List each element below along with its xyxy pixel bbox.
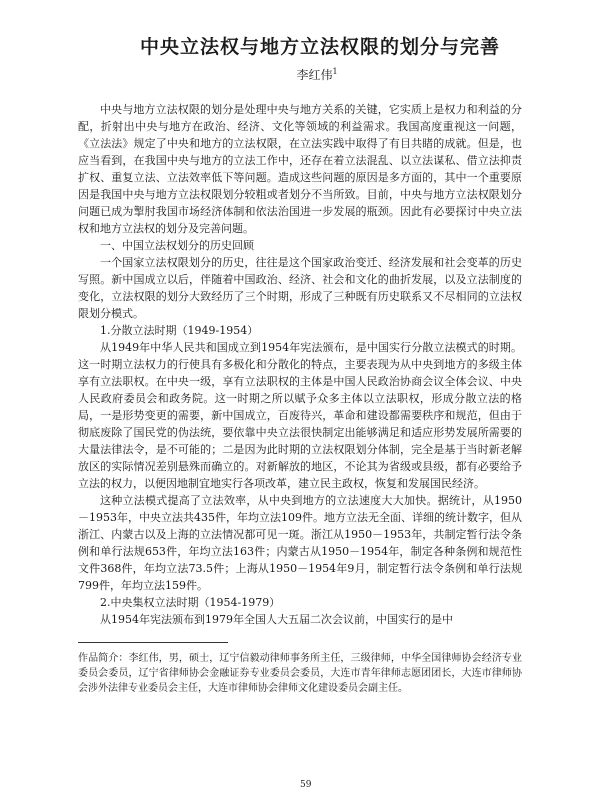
article-title: 中央立法权与地方立法权限的划分与完善 — [139, 36, 500, 58]
author-line — [112, 64, 522, 83]
footnote-divider — [78, 642, 228, 643]
author-name: 李红伟 — [296, 68, 333, 82]
history-paragraph: 一个国家立法权限划分的历史，往往是这个国家政治变迁、经济发展和社会变革的历史写照。新中国成立以后，伴随着中国政治、经济、社会和文化的曲折发展，以及立法制度的变化，立法权限的划分大致经历了三个时期，形成了三种既有历史联系又不尽相同的立法权限划分模式。 — [78, 256, 522, 320]
article-body — [78, 101, 522, 628]
centralized-paragraph: 从1954年宪法颁布到1979年全国人大五届二次会议前，中国实行的是中 — [100, 613, 453, 626]
author-footnote: 作品简介：李红伟，男，硕士，辽宁信毅动律师事务所主任，三级律师，中华全国律师协会经济专业委员会委员，辽宁省律师协会金融证券专业委员会委员，大连市青年律师志愿团团长，大连市律师协会涉外法律专业委员会主任，大连市律师协会律师文化建设委员会副主任。 — [78, 653, 522, 694]
subsection-heading-decentralized: 1.分散立法时期（1949-1954） — [100, 324, 259, 337]
decentralized-paragraph-2: 这种立法模式提高了立法效率，从中央到地方的立法速度大大加快。据统计，从1950－1953年，中央立法共435件，年均立法109件。地方立法无全面、详细的统计数字，但从浙江、内蒙古以及上海的立法情况都可见一斑。浙江从1950－1953年，共制定暂行法令条例和单行法规653件，年均立法163件；内蒙古从1950－1954年，制定各种条例和规范性文件368件，年均立法73.5件；上海从1950－1954年9月，制定暂行法令条例和单行法规799件，年均立法159件。 — [78, 494, 522, 592]
section-heading-history: 一、中国立法权划分的历史回顾 — [100, 239, 254, 252]
intro-paragraph: 中央与地方立法权限的划分是处理中央与地方关系的关键，它实质上是权力和利益的分配，折射出中央与地方在政治、经济、文化等领域的利益需求。我国高度重视这一问题，《立法法》规定了中央和地方的立法权限，在立法实践中取得了有目共睹的成就。但是，也应当看到，在我国中央与地方的立法工作中，还存在着立法混乱、以立法谋私、借立法抑责扩权、重复立法、立法效率低下等问题。造成这些问题的原因是多方面的，其中一个重要原因是我国中央与地方立法权限划分较粗或者划分不当所致。目前，中央与地方立法权限划分问题已成为掣肘我国市场经济体制和依法治国进一步发展的瓶颈。因此有必要探讨中央立法权和地方立法权的划分及完善问题。 — [78, 103, 522, 235]
page-number: 59 — [300, 780, 312, 790]
decentralized-paragraph-1: 从1949年中华人民共和国成立到1954年宪法颁布，是中国实行分散立法模式的时期。这一时期立法权力的行使具有多极化和分散化的特点，主要表现为从中央到地方的多级主体享有立法职权。在中央一级，享有立法职权的主体是中国人民政治协商会议全体会议、中央人民政府委员会和政务院。这一时期之所以赋予众多主体以立法职权，形成分散立法的格局，一是形势变更的需要，新中国成立，百废待兴，革命和建设都需要秩序和规范，但由于彻底废除了国民党的伪法统，要依靠中央立法很快制定出能够满足和适应形势发展所需要的大量法律法令，是不可能的；二是因为此时期的立法权限划分体制，完全是基于当时新老解放区的实际情况差别悬殊而确立的。对新解放的地区，不论其为省级或县级，都有必要给予立法的权力，以便因地制宜地实行各项改革，建立民主政权，恢复和发展国民经济。 — [78, 341, 522, 490]
author-footnote-marker: 1 — [332, 67, 338, 76]
subsection-heading-centralized: 2.中央集权立法时期（1954-1979） — [100, 596, 281, 609]
page — [78, 26, 522, 696]
